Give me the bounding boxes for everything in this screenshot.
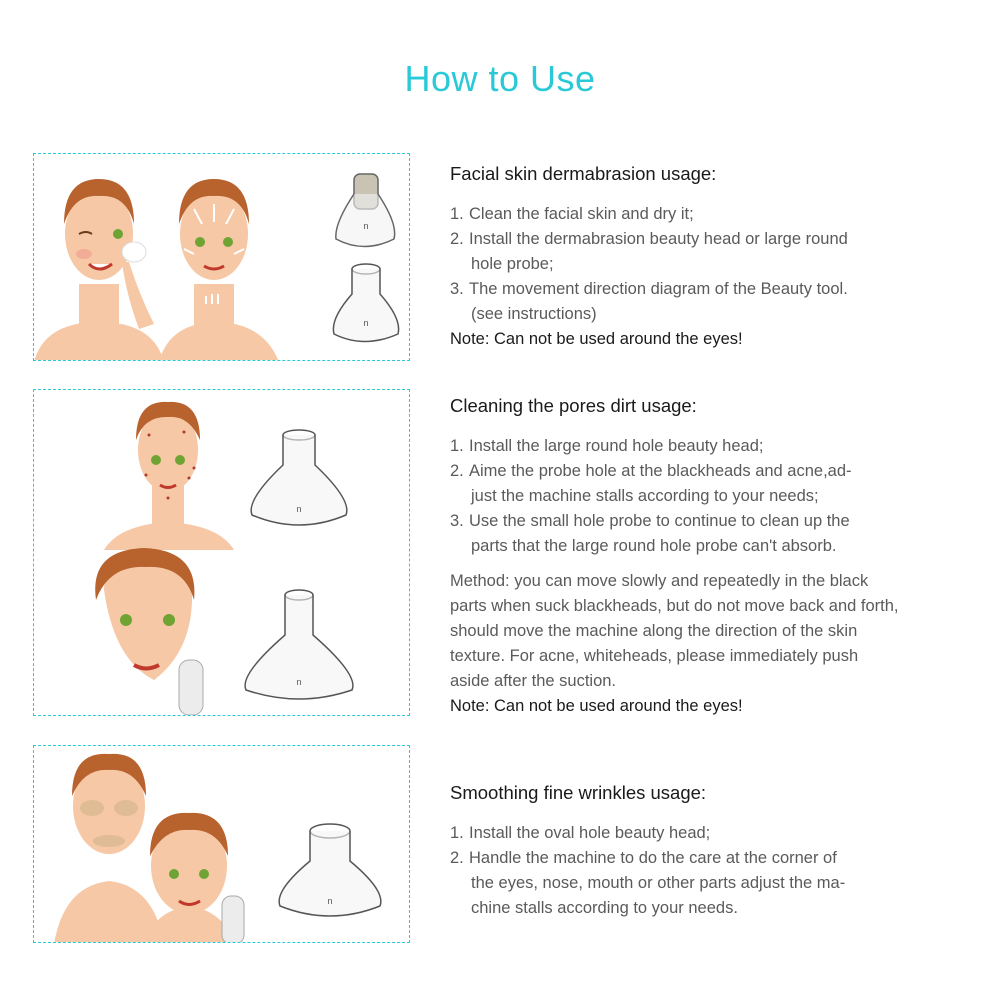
dermabrasion-head-icon (336, 174, 395, 247)
dermabrasion-instructions (450, 162, 970, 352)
page-title: How to Use (404, 58, 596, 99)
wrinkle-smoothing-instructions (450, 781, 970, 921)
section-heading: Facial skin dermabrasion usage: (450, 163, 717, 184)
step-item: 3. The movement direction diagram of the Beauty tool. (see instructions) (450, 280, 848, 323)
probe-label: n (363, 318, 369, 328)
oval-hole-probe-icon (279, 824, 381, 916)
step-item: 1. Clean the facial skin and dry it; (450, 205, 694, 223)
face-cleaning-illustration (34, 179, 164, 361)
large-round-hole-probe-icon (251, 430, 347, 525)
dermabrasion-illustration-panel (33, 153, 410, 361)
face-acne-illustration (104, 402, 234, 550)
probe-label: n (296, 677, 302, 687)
face-device-wrinkle-illustration (144, 813, 244, 943)
face-direction-illustration (159, 179, 279, 361)
step-item: 2. Aime the probe hole at the blackheads and acne,ad- just the machine stalls according to your needs; (450, 462, 852, 505)
warning-note: Note: Can not be used around the eyes! (450, 697, 743, 715)
method-paragraph: Method: you can move slowly and repeatedly in the black parts when suck blackheads, but do not move back and forth, should move the machine along the direction of the skin texture. For acne, whiteheads, please immediately push aside after the suction. (450, 572, 899, 690)
wrinkle-smoothing-illustration-panel (33, 745, 410, 943)
step-item: 2. Install the dermabrasion beauty head or large round hole probe; (450, 230, 848, 273)
step-item: 3. Use the small hole probe to continue to clean up the parts that the large round hole probe can't absorb. (450, 512, 850, 555)
probe-label: n (363, 221, 369, 231)
pore-cleaning-instructions (450, 394, 970, 719)
probe-label: n (296, 504, 302, 514)
section-heading: Cleaning the pores dirt usage: (450, 395, 697, 416)
step-item: 1. Install the oval hole beauty head; (450, 824, 711, 842)
face-wrinkle-zones-illustration (54, 754, 164, 943)
warning-note: Note: Can not be used around the eyes! (450, 330, 743, 348)
probe-label: n (327, 896, 333, 906)
section-heading: Smoothing fine wrinkles usage: (450, 782, 707, 803)
step-item: 2. Handle the machine to do the care at the corner of the eyes, nose, mouth or other parts adjust the ma- chine stalls according to your needs. (450, 849, 846, 917)
step-item: 1. Install the large round hole beauty head; (450, 437, 764, 455)
large-hole-probe-icon (333, 264, 398, 342)
pore-cleaning-illustration-panel (33, 389, 410, 716)
face-device-illustration (95, 548, 203, 715)
small-hole-probe-icon (245, 590, 353, 699)
